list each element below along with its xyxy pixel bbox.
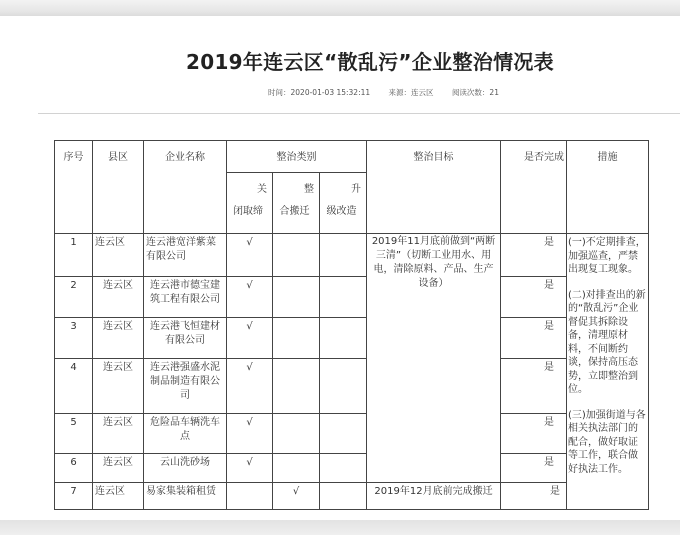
cell-company: 云山洗砂场 xyxy=(144,454,227,483)
cell-relocate xyxy=(273,234,320,277)
cell-relocate xyxy=(273,277,320,318)
top-shadow-bar xyxy=(0,0,680,16)
cell-index: 2 xyxy=(55,277,93,318)
bottom-shadow-bar xyxy=(0,520,680,535)
table-row xyxy=(55,359,649,414)
cell-district: 连云区 xyxy=(93,414,144,454)
cell-district: 连云区 xyxy=(93,483,144,510)
table-row xyxy=(55,454,649,483)
cell-district: 连云区 xyxy=(93,454,144,483)
publish-time: 时间：2020-01-03 15:32:11 xyxy=(268,88,371,97)
cell-upgrade xyxy=(320,318,367,359)
cell-completed: 是 xyxy=(501,318,567,359)
measure-3: (三)加强街道与各相关执法部门的配合，做好取证等工作，联合做好执法工作。 xyxy=(568,409,646,475)
cell-company: 危险品车辆洗车点 xyxy=(144,414,227,454)
table-row xyxy=(55,414,649,454)
cell-relocate xyxy=(273,414,320,454)
source: 来源：连云区 xyxy=(388,88,434,97)
cell-index: 6 xyxy=(55,454,93,483)
cell-upgrade xyxy=(320,454,367,483)
table-row xyxy=(55,483,649,510)
cell-district: 连云区 xyxy=(93,277,144,318)
table-row xyxy=(55,318,649,359)
cell-index: 7 xyxy=(55,483,93,510)
cell-close: √ xyxy=(227,359,273,414)
cell-completed: 是 xyxy=(501,454,567,483)
cell-upgrade xyxy=(320,234,367,277)
cell-relocate xyxy=(273,359,320,414)
article-meta xyxy=(268,87,515,98)
divider xyxy=(38,113,680,114)
cell-relocate: √ xyxy=(273,483,320,510)
cell-completed: 是 xyxy=(501,359,567,414)
cell-close: √ xyxy=(227,277,273,318)
cell-district: 连云区 xyxy=(93,318,144,359)
cell-upgrade xyxy=(320,359,367,414)
page-title: 2019年连云区“散乱污”企业整治情况表 xyxy=(186,50,554,75)
header-completed: 是否完成 xyxy=(501,141,567,234)
header-row xyxy=(55,141,649,173)
measure-2: (二)对排查出的新的“散乱污”企业督促其拆除设备，清理原材料，不间断约谈，保持高压态势，立即整治到位。 xyxy=(568,289,646,395)
header-district: 县区 xyxy=(93,141,144,234)
header-upgrade: 升 级改造 xyxy=(320,173,367,234)
cell-completed: 是 xyxy=(501,414,567,454)
cell-index: 3 xyxy=(55,318,93,359)
header-category: 整治类别 xyxy=(227,141,367,173)
cell-company: 连云港市德宝建筑工程有限公司 xyxy=(144,277,227,318)
cell-relocate xyxy=(273,318,320,359)
header-index: 序号 xyxy=(55,141,93,234)
cell-close: √ xyxy=(227,454,273,483)
header-relocate: 整 合搬迁 xyxy=(273,173,320,234)
remediation-table xyxy=(54,140,649,510)
cell-relocate xyxy=(273,454,320,483)
header-close: 关 闭取缔 xyxy=(227,173,273,234)
cell-company: 易家集装箱租赁 xyxy=(144,483,227,510)
cell-upgrade xyxy=(320,483,367,510)
measure-1: (一)不定期排查，加强巡查，严禁出现复工现象。 xyxy=(568,237,646,275)
header-measures: 措施 xyxy=(567,141,649,234)
cell-close: √ xyxy=(227,318,273,359)
cell-target: 2019年12月底前完成搬迁 xyxy=(367,483,501,510)
cell-index: 1 xyxy=(55,234,93,277)
cell-index: 5 xyxy=(55,414,93,454)
cell-close xyxy=(227,483,273,510)
cell-upgrade xyxy=(320,414,367,454)
cell-district: 连云区 xyxy=(93,359,144,414)
header-company: 企业名称 xyxy=(144,141,227,234)
cell-index: 4 xyxy=(55,359,93,414)
header-target: 整治目标 xyxy=(367,141,501,234)
cell-measures xyxy=(567,234,649,510)
cell-completed: 是 xyxy=(501,483,567,510)
table-row xyxy=(55,234,649,277)
cell-completed: 是 xyxy=(501,277,567,318)
cell-company: 连云港强盛水泥制品制造有限公司 xyxy=(144,359,227,414)
cell-completed: 是 xyxy=(501,234,567,277)
cell-upgrade xyxy=(320,277,367,318)
cell-close: √ xyxy=(227,414,273,454)
view-count: 阅读次数：21 xyxy=(451,88,499,97)
cell-district: 连云区 xyxy=(93,234,144,277)
cell-target-group: 2019年11月底前做到“两断三清”（切断工业用水、用电，清除原料、产品、生产设备） xyxy=(367,234,501,483)
cell-company: 连云港宽洋紫菜有限公司 xyxy=(144,234,227,277)
cell-close: √ xyxy=(227,234,273,277)
cell-company: 连云港飞恒建材有限公司 xyxy=(144,318,227,359)
table-row xyxy=(55,277,649,318)
